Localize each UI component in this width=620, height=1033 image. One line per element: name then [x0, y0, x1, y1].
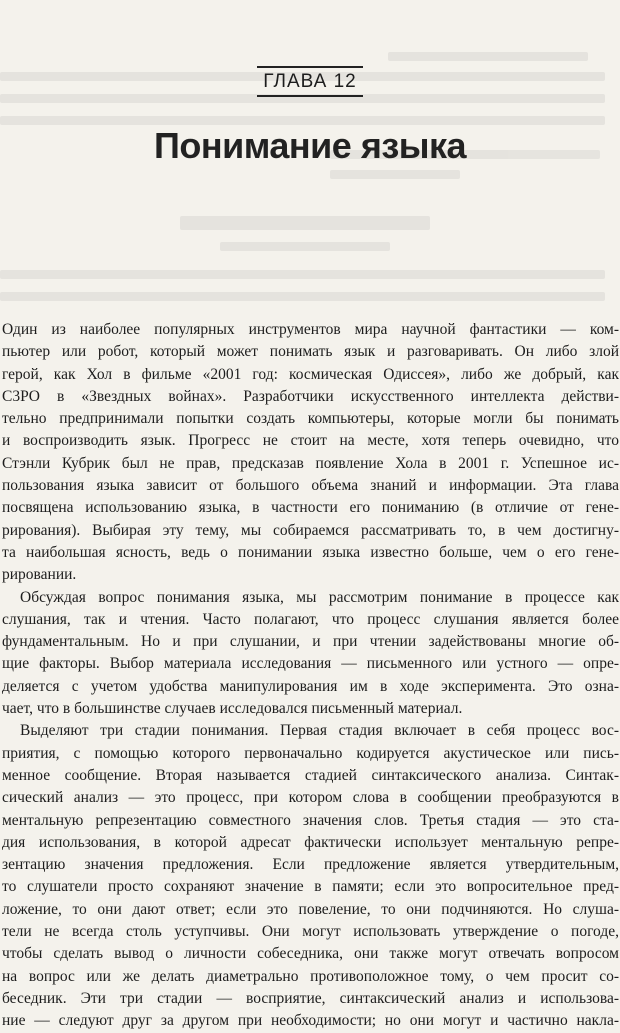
text-line: Выделяют три стадии понимания. Первая стадия включает в себя процесс вос-	[20, 722, 619, 740]
text-line: пьютер или робот, который может понимать язык и разговаривать. Он либо злой	[2, 343, 619, 361]
text-line: щие факторы. Выбор материала исследования — письменного или устного — опре-	[2, 655, 619, 673]
text-line: C3PO в «Звездных войнах». Разработчики искусственного интеллекта действи-	[2, 387, 619, 405]
text-line: чает, что в большинстве случаев исследовался письменный материал.	[2, 700, 463, 718]
text-line: Обсуждая вопрос понимания языка, мы рассмотрим понимание в процессе как	[20, 588, 619, 606]
text-line: Один из наиболее популярных инструментов мира научной фантастики — ком-	[2, 321, 619, 338]
text-line: рирования). Выбирая эту тему, мы собираемся рассматривать то, в чем достигну-	[2, 521, 619, 539]
chapter-title: Понимание языка	[154, 125, 466, 166]
text-line: сический анализ — это процесс, при котором слова в сообщении преобразуются в	[2, 789, 619, 807]
text-line: тели не всегда столь уступчивы. Они могут использовать утверждение о погоде,	[2, 923, 619, 941]
chapter-number	[0, 66, 620, 97]
text-line: ложение, то они дают ответ; если это повеление, то они подчиняются. Но слуша-	[2, 900, 619, 918]
text-line: та наибольшая ясность, ведь о понимании языка известно больше, чем о его гене-	[2, 543, 619, 561]
text-line: чтобы сделать вывод о личности собеседника, они также могут отвечать вопросом	[2, 945, 619, 963]
text-line: зентацию значения предложения. Если предложение является утвердительным,	[2, 856, 619, 874]
body-text	[2, 319, 619, 1033]
text-line: на вопрос или же делать диаметрально противоположное тому, о чем просит со-	[2, 967, 619, 985]
text-line: беседник. Эти три стадии — восприятие, синтаксический анализ и использова-	[2, 989, 619, 1007]
text-line: деляется с учетом удобства манипулирования им в ходе эксперимента. Это озна-	[2, 677, 619, 695]
text-line: и воспроизводить язык. Прогресс не стоит на месте, хотя теперь очевидно, что	[2, 432, 619, 450]
text-line: ние — следуют друг за другом при необходимости; но они могут и частично накла-	[2, 1012, 619, 1030]
text-line: тельно предпринимали попытки создать компьютеры, которые могли бы понимать	[2, 410, 619, 428]
text-line: то слушатели просто сохраняют значение в памяти; если это вопросительное пред-	[2, 878, 619, 896]
text-line: менное сообщение. Вторая называется стадией синтаксического анализа. Синтак-	[2, 766, 619, 784]
text-line: рировании.	[2, 566, 77, 584]
text-line: слушания, так и чтения. Часто полагают, что процесс слушания является более	[2, 610, 619, 628]
text-line: пользования языка зависит от большого объема знаний и информации. Эта глава	[2, 477, 619, 495]
text-line: герой, как Хол в фильме «2001 год: космическая Одиссея», либо же добрый, как	[2, 365, 619, 383]
text-line: посвящена использованию языка, в частности его пониманию (в отличие от гене-	[2, 499, 619, 517]
chapter-number-text: ГЛАВА 12	[257, 66, 363, 97]
text-line: приятия, с помощью которого первоначально кодируется акустическое или пись-	[2, 744, 619, 762]
text-line: фундаментальным. Но и при слушании, и при чтении задействованы многие об-	[2, 633, 619, 651]
text-line: дия использования, в которой адресат фактически использует ментальную репре-	[2, 833, 619, 851]
text-line: ментальную репрезентацию совместного значения слов. Третья стадия — это ста-	[2, 811, 619, 829]
text-line: Стэнли Кубрик был не прав, предсказав появление Хола в 2001 г. Успешное ис-	[2, 454, 619, 472]
